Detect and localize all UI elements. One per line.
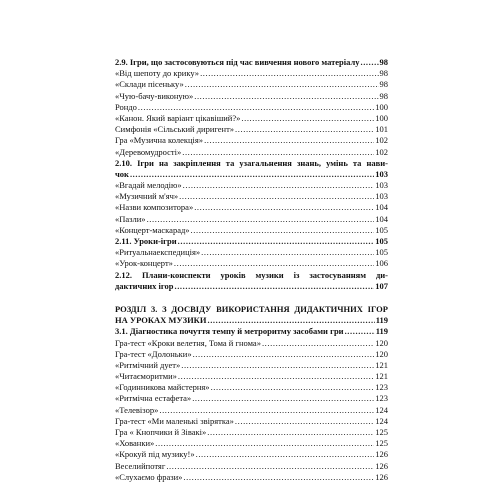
toc-entry-title: 2.11. Уроки-ігри bbox=[115, 236, 177, 246]
dot-leader bbox=[174, 281, 374, 292]
toc-entry-title: «Назви композитора» bbox=[115, 202, 194, 213]
toc-entry-title: Гра «Музична колекція» bbox=[115, 135, 204, 146]
toc-entry-line bbox=[115, 68, 388, 79]
toc-entry-title: 2.10. Ігри на закріплення та узагальнення знань, умінь та нави- bbox=[115, 157, 388, 168]
toc-page-number: 121 bbox=[375, 359, 388, 370]
toc-page-number: 119 bbox=[375, 315, 388, 326]
dot-leader bbox=[155, 438, 374, 449]
toc-entry-line bbox=[115, 214, 388, 225]
dot-leader bbox=[191, 225, 375, 236]
toc-entry-line bbox=[115, 180, 388, 191]
dot-leader bbox=[196, 449, 375, 460]
toc-entry-title: «Ритмічна естафета» bbox=[115, 393, 192, 404]
toc-page-number: 104 bbox=[375, 202, 388, 213]
toc-entry-line bbox=[115, 304, 388, 315]
dot-leader bbox=[207, 315, 374, 326]
toc-entry-title: Гра-тест «Кроки велетня, Тома й гнома» bbox=[115, 337, 261, 348]
toc-entry-line bbox=[115, 449, 388, 460]
dot-leader bbox=[207, 427, 374, 438]
dot-leader bbox=[178, 371, 374, 382]
toc-page-number: 98 bbox=[379, 79, 388, 90]
toc-entry-line bbox=[115, 124, 388, 135]
toc-page-number: 103 bbox=[375, 191, 388, 202]
toc-page-number: 103 bbox=[375, 180, 388, 191]
toc-entry-line bbox=[115, 281, 388, 292]
dot-leader bbox=[159, 405, 374, 416]
toc-entry-line bbox=[115, 405, 388, 416]
toc-entry-line bbox=[115, 247, 388, 258]
toc-page-number: 124 bbox=[375, 415, 388, 426]
toc-entry-title: Рондо bbox=[115, 101, 137, 112]
dot-leader bbox=[138, 102, 374, 113]
toc-entry-title-continued: чок bbox=[115, 168, 129, 179]
toc-entry-line bbox=[115, 135, 388, 146]
toc-entry-line bbox=[115, 438, 388, 449]
toc-entry-line bbox=[115, 393, 388, 404]
toc-entry-line bbox=[115, 427, 388, 438]
toc-entry-title: РОЗДІЛ 3. З ДОСВІДУ ВИКОРИСТАННЯ ДИДАКТИЧНИХ ІГОР bbox=[115, 303, 388, 314]
toc-entry-line bbox=[115, 382, 388, 393]
toc-entry-line bbox=[115, 416, 388, 427]
toc-page-number: 104 bbox=[375, 213, 388, 224]
toc-page-number: 103 bbox=[375, 168, 388, 179]
toc-entry-line bbox=[115, 338, 388, 349]
toc-page-number: 126 bbox=[375, 460, 388, 471]
toc-entry-line bbox=[115, 57, 388, 68]
dot-leader bbox=[147, 214, 375, 225]
toc-entry-title: «Від шепоту до крику» bbox=[115, 68, 200, 79]
toc-entry-line bbox=[115, 113, 388, 124]
toc-page-number: 123 bbox=[375, 382, 388, 393]
toc-entry-title-continued: дактичних ігор bbox=[115, 280, 174, 291]
toc-entry-title: «Телевізор» bbox=[115, 404, 159, 415]
toc-entry-title: «Музичний м'яч» bbox=[115, 191, 179, 202]
toc-page-number: 98 bbox=[379, 90, 388, 101]
table-of-contents bbox=[115, 57, 388, 483]
toc-entry-line bbox=[115, 191, 388, 202]
toc-entry-title: «Ритмічний дует» bbox=[115, 359, 181, 370]
toc-entry-line bbox=[115, 158, 388, 169]
toc-entry-line bbox=[115, 225, 388, 236]
dot-leader bbox=[183, 472, 374, 483]
toc-entry-title: «Годинникова майстерня» bbox=[115, 382, 210, 393]
toc-page-number: 98 bbox=[379, 68, 388, 79]
dot-leader bbox=[181, 360, 374, 371]
dot-leader bbox=[201, 247, 374, 258]
toc-entry-title: Симфонія «Сільський диригент» bbox=[115, 124, 235, 135]
toc-entry-line bbox=[115, 202, 388, 213]
dot-leader bbox=[179, 191, 374, 202]
dot-leader bbox=[194, 202, 374, 213]
toc-page-number: 123 bbox=[375, 393, 388, 404]
dot-leader bbox=[193, 349, 375, 360]
toc-page-number: 120 bbox=[375, 348, 388, 359]
toc-entry-title: «Пазли» bbox=[115, 213, 146, 224]
toc-entry-line bbox=[115, 371, 388, 382]
toc-entry-title: Веселийпотяг bbox=[115, 460, 166, 471]
toc-entry-title: «Хованки» bbox=[115, 438, 155, 449]
toc-entry-line bbox=[115, 236, 388, 247]
toc-page-number: 102 bbox=[375, 135, 388, 146]
dot-leader bbox=[185, 79, 379, 90]
toc-entry-title: «Вгадай мелодію» bbox=[115, 180, 182, 191]
toc-page-number: 98 bbox=[379, 57, 388, 67]
toc-entry-line bbox=[115, 326, 388, 337]
dot-leader bbox=[262, 338, 374, 349]
toc-page-number: 100 bbox=[375, 112, 388, 123]
toc-entry-line bbox=[115, 315, 388, 326]
toc-page-number: 121 bbox=[375, 371, 388, 382]
dot-leader bbox=[178, 236, 375, 247]
toc-page-number: 125 bbox=[375, 438, 388, 449]
toc-entry-title: 2.9. Ігри, що застосовуються під час вивчення нового матеріалу bbox=[115, 57, 360, 67]
dot-leader bbox=[200, 68, 378, 79]
toc-entry-title: 2.12. Плани-конспекти уроків музики із застосуванням ди- bbox=[115, 269, 388, 280]
toc-entry-title: 3.1. Діагностика почуття темпу й метроритму засобами гри bbox=[115, 326, 344, 337]
dot-leader bbox=[174, 258, 374, 269]
toc-entry-line bbox=[115, 102, 388, 113]
toc-page-number: 102 bbox=[375, 146, 388, 157]
toc-entry-title: «Склади пісеньку» bbox=[115, 79, 184, 90]
toc-entry-title: «Канон. Який варіант цікавіший?» bbox=[115, 112, 241, 123]
toc-entry-line bbox=[115, 461, 388, 472]
toc-page-number: 106 bbox=[375, 258, 388, 269]
toc-entry-line bbox=[115, 349, 388, 360]
dot-leader bbox=[192, 393, 374, 404]
toc-page-number: 101 bbox=[375, 124, 388, 135]
toc-entry-line bbox=[115, 91, 388, 102]
dot-leader bbox=[235, 416, 374, 427]
toc-page-number: 107 bbox=[375, 280, 388, 291]
dot-leader bbox=[204, 135, 374, 146]
toc-entry-title: Гра « Кнопчики й Зівакі» bbox=[115, 427, 207, 437]
toc-page-number: 126 bbox=[375, 471, 388, 482]
dot-leader bbox=[211, 382, 375, 393]
dot-leader bbox=[182, 147, 374, 158]
toc-page-number: 126 bbox=[375, 449, 388, 460]
toc-entry-title: «Читаєморитми» bbox=[115, 371, 177, 382]
toc-entry-title-continued: НА УРОКАХ МУЗИКИ bbox=[115, 315, 207, 326]
toc-entry-title: Гра-тест «Долоньки» bbox=[115, 348, 192, 359]
toc-entry-title: «Ритуальнаекспедиція» bbox=[115, 247, 201, 258]
toc-entry-title: «Урок-концерт» bbox=[115, 258, 173, 269]
dot-leader bbox=[194, 91, 378, 102]
toc-entry-line bbox=[115, 79, 388, 90]
toc-page-number: 119 bbox=[375, 326, 388, 337]
toc-entry-line bbox=[115, 472, 388, 483]
toc-page-number: 105 bbox=[375, 236, 388, 246]
dot-leader bbox=[345, 326, 375, 337]
toc-entry-title: Гра-тест «Ми маленькі звірятка» bbox=[115, 415, 234, 426]
toc-entry-line bbox=[115, 147, 388, 158]
toc-page-number: 125 bbox=[375, 427, 388, 437]
toc-entry-title: «Крокуй під музику!» bbox=[115, 449, 195, 460]
toc-entry-line bbox=[115, 270, 388, 281]
toc-entry-title: «Концерт-маскарад» bbox=[115, 224, 190, 235]
toc-page-number: 100 bbox=[375, 101, 388, 112]
toc-page-number: 120 bbox=[375, 337, 388, 348]
toc-entry-line bbox=[115, 258, 388, 269]
dot-leader bbox=[130, 169, 374, 180]
toc-entry-line bbox=[115, 360, 388, 371]
toc-entry-title: «Деревомудрості» bbox=[115, 146, 182, 157]
dot-leader bbox=[360, 57, 378, 68]
dot-leader bbox=[166, 461, 374, 472]
toc-page-number: 105 bbox=[375, 247, 388, 258]
dot-leader bbox=[183, 180, 375, 191]
toc-entry-line bbox=[115, 169, 388, 180]
toc-entry-title: «Слухаємо фрази» bbox=[115, 471, 183, 482]
toc-page-number: 105 bbox=[375, 224, 388, 235]
dot-leader bbox=[241, 113, 374, 124]
toc-page-number: 124 bbox=[375, 404, 388, 415]
dot-leader bbox=[235, 124, 374, 135]
toc-entry-title: «Чую-бачу-виконую» bbox=[115, 90, 194, 101]
